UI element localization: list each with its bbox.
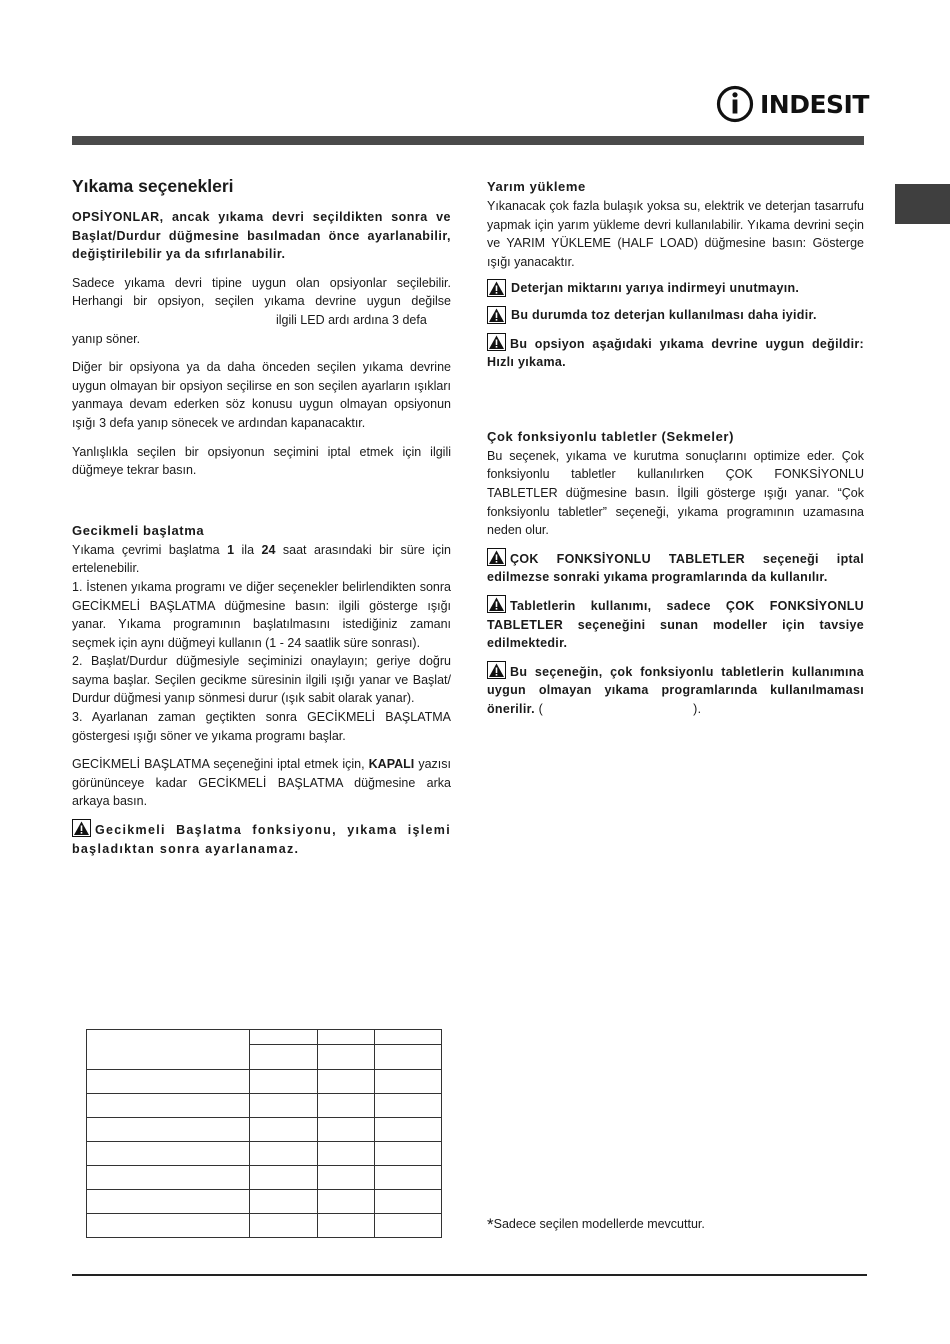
delay-cancel-off: KAPALI <box>368 757 415 772</box>
table-cell <box>87 1070 250 1094</box>
delay-intro-max: 24 <box>261 542 276 557</box>
delay-intro-e: saat arasındaki bir süre için ertelenebilir. <box>72 542 452 576</box>
multi-tab-warning-3-text: Bu seçeneğin, çok fonksiyonlu tabletlerin kullanımına uygun olmayan yıkama programlarında kullanılmaması önerilir. <box>487 664 864 716</box>
table-cell <box>318 1030 375 1045</box>
table-cell <box>250 1190 318 1214</box>
delay-step-1: 1. İstenen yıkama programı ve diğer seçenekler belirlendikten sonra GECİKMELİ BAŞLATMA düğmesine basın: ilgili gösterge ışığı yanar. Yıkama programının başlatılmasını istediğiniz zamanı seçmek için aynı düğmeyi kullanın (1 - 24 saatlik süre sonrası). <box>72 579 451 650</box>
multi-tab-warning-2-text: Tabletlerin kullanımı, sadece ÇOK FONKSİYONLU TABLETLER seçeneğini sunan modeller için tavsiye edilmektedir. <box>487 598 864 651</box>
table-row <box>87 1094 442 1118</box>
delay-warning-text: Gecikmeli Başlatma fonksiyonu, yıkama işlemi başladıktan sonra ayarlanamaz. <box>72 823 451 856</box>
delay-intro-c: ila <box>234 542 262 557</box>
options-intro: OPSİYONLAR, ancak yıkama devri seçildikten sonra ve Başlat/Durdur düğmesine basılmadan önce ayarlanabilir, değiştirilebilir ya da sıfırlanabilir. <box>72 210 451 262</box>
table-row <box>87 1118 442 1142</box>
multi-tab-paren-open: ( <box>538 701 544 716</box>
multi-tab-warning-1-text: ÇOK FONKSİYONLU TABLETLER seçeneği iptal edilmezse sonraki yıkama programlarında da kullanılır. <box>487 551 864 585</box>
delay-intro-min: 1 <box>227 542 235 557</box>
multi-tab-warning-2 <box>487 595 864 653</box>
half-load-warning-3-text: Bu opsiyon aşağıdaki yıkama devrine uygun değildir: Hızlı yıkama. <box>487 336 864 370</box>
half-load-warning-2-text: Bu durumda toz deterjan kullanılması daha iyidir. <box>511 307 817 322</box>
table-row <box>87 1030 442 1045</box>
table-cell <box>250 1094 318 1118</box>
table-cell <box>87 1166 250 1190</box>
section-title: Yıkama seçenekleri <box>72 176 234 196</box>
table-cell <box>250 1118 318 1142</box>
multi-tab-text: Bu seçenek, yıkama ve kurutma sonuçlarını optimize eder. Çok fonksiyonlu tabletler kullanılırken ÇOK FONKSİYONLU TABLETLER düğmesine basın. İlgili gösterge ışığı yanar. “Çok fonksiyonlu tabletler” seçeneği, yıkama programının uzamasına neden olur. <box>487 448 864 538</box>
multi-tab-warning-3 <box>487 661 864 719</box>
table-cell <box>318 1045 375 1070</box>
table-cell <box>318 1094 375 1118</box>
delay-cancel-a: GECİKMELİ BAŞLATMA seçeneğini iptal etmek için, <box>72 757 369 772</box>
multi-tab-warning-1 <box>487 548 864 587</box>
table-cell <box>318 1142 375 1166</box>
footer-rule <box>72 1274 867 1276</box>
table-cell <box>318 1190 375 1214</box>
table-cell <box>250 1070 318 1094</box>
footnote-star: * <box>487 1215 494 1234</box>
table-cell <box>375 1030 442 1045</box>
half-load-warning-1 <box>487 279 864 298</box>
warning-triangle-icon <box>487 595 506 613</box>
warning-triangle-icon <box>487 279 506 297</box>
table-cell <box>318 1070 375 1094</box>
table-row <box>87 1166 442 1190</box>
table-cell <box>375 1214 442 1238</box>
table-cell <box>87 1190 250 1214</box>
table-cell <box>375 1118 442 1142</box>
table-cell <box>87 1214 250 1238</box>
warning-triangle-icon <box>487 548 506 566</box>
language-tab-marker <box>895 184 950 224</box>
delay-step-2: 2. Başlat/Durdur düğmesiyle seçiminizi onaylayın; geriye doğru sayma başlar. Seçilen gecikme süresinin ilgili ışığı yanar ve Başlat/ Durdur düğmesi yanıp sönmesi durur (ışık sabit olarak yanar). <box>72 654 451 706</box>
delay-start-title: Gecikmeli başlatma <box>72 522 205 538</box>
table-row <box>87 1190 442 1214</box>
options-p1-part-a: Sadece yıkama devri tipine uygun olan opsiyonlar seçilebilir. Herhangi bir opsiyon, seçilen yıkama devrine uygun değilse <box>72 275 451 309</box>
table-cell <box>375 1045 442 1070</box>
table-cell <box>318 1118 375 1142</box>
brand-name: INDESIT <box>760 89 869 119</box>
warning-triangle-icon <box>487 661 506 679</box>
table-cell <box>87 1030 250 1070</box>
delay-start-intro <box>72 541 451 578</box>
options-table <box>86 1029 442 1238</box>
options-paragraph-3: Yanlışlıkla seçilen bir opsiyonun seçimini iptal etmek için ilgili düğmeye tekrar basın. <box>72 444 451 478</box>
delay-step-3: 3. Ayarlanan zaman geçtikten sonra GECİKMELİ BAŞLATMA göstergesi ışığı söner ve yıkama programı başlar. <box>72 710 451 743</box>
table-cell <box>318 1214 375 1238</box>
delay-intro-a: Yıkama çevrimi başlatma <box>72 542 228 557</box>
half-load-warning-1-text: Deterjan miktarını yarıya indirmeyi unutmayın. <box>511 281 800 296</box>
header-rule <box>72 136 864 145</box>
table-row <box>87 1214 442 1238</box>
table-cell <box>250 1142 318 1166</box>
warning-triangle-icon <box>487 333 506 351</box>
options-p1-part-c: yanıp söner. <box>72 331 141 346</box>
table-cell <box>250 1030 318 1045</box>
table-cell <box>375 1142 442 1166</box>
table-cell <box>375 1070 442 1094</box>
warning-triangle-icon <box>72 819 91 837</box>
footnote-text: Sadece seçilen modellerde mevcuttur. <box>493 1217 705 1231</box>
right-column <box>487 172 864 718</box>
half-load-text: Yıkanacak çok fazla bulaşık yoksa su, elektrik ve deterjan tasarrufu yapmak için yarım yükleme devri kullanılabilir. Yıkama devrini seçin ve YARIM YÜKLEME (HALF LOAD) düğmesine basın: Gösterge ışığı yanacaktır. <box>487 199 864 269</box>
table-cell <box>318 1166 375 1190</box>
delay-cancel-text <box>72 755 451 811</box>
table-cell <box>375 1166 442 1190</box>
footnote <box>487 1215 705 1235</box>
warning-triangle-icon <box>487 306 506 324</box>
table-cell <box>87 1142 250 1166</box>
delay-warning <box>72 819 451 858</box>
delay-cancel-c: yazısı görününceye kadar GECİKMELİ BAŞLATMA düğmesine arka arkaya basın. <box>72 757 452 809</box>
table-row <box>87 1142 442 1166</box>
table-cell <box>375 1190 442 1214</box>
half-load-warning-3 <box>487 333 864 372</box>
half-load-title: Yarım yükleme <box>487 179 586 194</box>
half-load-warning-2 <box>487 306 864 325</box>
table-cell <box>250 1214 318 1238</box>
table-cell <box>87 1094 250 1118</box>
table-cell <box>87 1118 250 1142</box>
options-paragraph-2: Diğer bir opsiyona ya da daha önceden seçilen yıkama devrine uygun olmayan bir opsiyon seçilirse en son seçilen ayarların ışıkları yanmaya devam ederken söz konusu uygun olmayan opsiyonun ışığı 3 defa yanıp sönecek ve ardından kapanacaktır. <box>72 360 451 430</box>
table-cell <box>250 1166 318 1190</box>
multi-tab-paren-close: ). <box>693 701 702 716</box>
left-column <box>72 172 451 858</box>
brand-logo <box>716 84 869 124</box>
multi-tab-title: Çok fonksiyonlu tabletler (Sekmeler) <box>487 428 734 444</box>
table-row <box>87 1070 442 1094</box>
table-cell <box>375 1094 442 1118</box>
options-p1-part-b: ilgili LED ardı ardına 3 defa <box>276 312 427 327</box>
indesit-i-circle-icon <box>716 85 754 123</box>
options-paragraph-1 <box>72 274 451 330</box>
table-cell <box>250 1045 318 1070</box>
